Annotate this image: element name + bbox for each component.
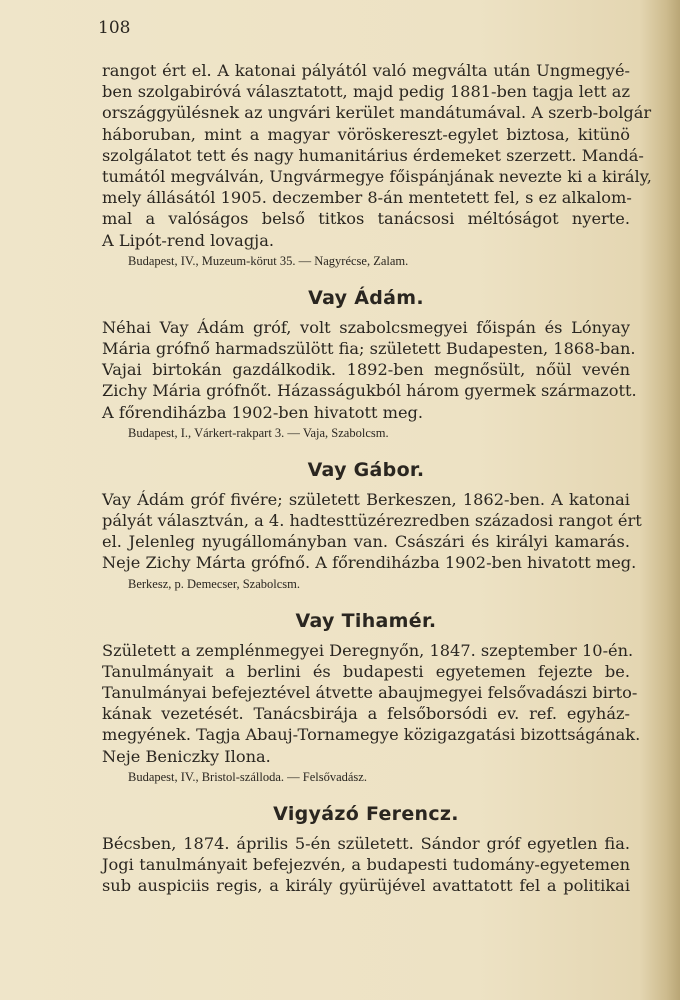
- text-line: mal a valóságos belső titkos tanácsosi méltóságot nyerte.: [102, 209, 630, 229]
- entry-vay-gabor: [102, 458, 642, 592]
- text-line: háboruban, mint a magyar vöröskereszt-egylet biztosa, kitünö: [102, 124, 630, 144]
- page-number: 108: [98, 18, 131, 38]
- text-line: Jogi tanulmányait befejezvén, a budapesti tudomány-egyetemen: [102, 855, 630, 875]
- text-line: Bécsben, 1874. április 5-én született. Sándor gróf egyetlen fia.: [102, 833, 630, 853]
- text-line: Neje Beniczky Ilona.: [102, 746, 271, 766]
- entry-paragraph: [102, 640, 641, 767]
- text-line: Tanulmányai befejeztével átvette abaujmegyei felsővadászi birto-: [102, 683, 638, 703]
- text-line: Született a zemplénmegyei Deregnyőn, 1847. szeptember 10-én.: [102, 640, 634, 660]
- entry-paragraph: [102, 489, 642, 574]
- entry-title: Vay Gábor.: [307, 458, 425, 481]
- text-line: tumától megválván, Ungvármegye főispánjának nevezte ki a király,: [102, 167, 652, 187]
- intro-section: [102, 60, 652, 269]
- text-line: A főrendiházba 1902-ben hivatott meg.: [102, 402, 424, 422]
- intro-address: Budapest, IV., Muzeum-körut 35. — Nagyrécse, Zalam.: [128, 253, 409, 268]
- text-line: kának vezetését. Tanácsbirája a felsőborsódi ev. ref. egyház-: [102, 704, 630, 724]
- text-line: Mária grófnő harmadszülött fia; született Budapesten, 1868-ban.: [102, 339, 636, 359]
- text-line: Tanulmányait a berlini és budapesti egyetemen fejezte be.: [102, 661, 630, 681]
- text-line: Zichy Mária grófnőt. Házasságukból három gyermek származott.: [102, 381, 637, 401]
- text-line: országgyülésnek az ungvári kerület mandátumával. A szerb-bolgár: [102, 103, 652, 123]
- intro-paragraph: [102, 60, 652, 251]
- text-line: sub auspiciis regis, a király gyürüjével avattatott fel a politikai: [102, 876, 630, 896]
- page-content: [102, 60, 652, 896]
- text-line: Neje Zichy Márta grófnő. A főrendiházba 1902-ben hivatott meg.: [102, 553, 637, 573]
- text-line: pályát választván, a 4. hadtesttüzérezredben századosi rangot ért: [102, 511, 642, 531]
- entry-vay-adam: [102, 286, 637, 441]
- text-line: Vay Ádám gróf fivére; született Berkeszen, 1862-ben. A katonai: [102, 489, 630, 509]
- text-line: mely állásától 1905. deczember 8-án mentetett fel, s ez alkalom-: [102, 188, 632, 208]
- entry-vigyazo-ferencz: [102, 803, 630, 897]
- entry-paragraph: [102, 833, 630, 897]
- text-line: el. Jelenleg nyugállományban van. Császári és királyi kamarás.: [102, 532, 630, 552]
- text-line: megyének. Tagja Abauj-Tornamegye közigazgatási bizottságának.: [102, 725, 641, 745]
- text-line: Vajai birtokán gazdálkodik. 1892-ben megnősült, nőül vevén: [102, 360, 630, 380]
- text-line: rangot ért el. A katonai pályától való megválta után Ungmegyé-: [102, 61, 630, 80]
- entry-title: Vigyázó Ferencz.: [273, 802, 459, 825]
- entry-title: Vay Ádám.: [308, 286, 424, 309]
- text-line: szolgálatot tett és nagy humanitárius érdemeket szerzett. Mandá-: [102, 145, 644, 165]
- text-line: A Lipót-rend lovagja.: [102, 230, 274, 250]
- entry-title: Vay Tihamér.: [295, 609, 437, 632]
- entry-paragraph: [102, 317, 637, 423]
- entry-address: Berkesz, p. Demecser, Szabolcsm.: [128, 576, 301, 591]
- entry-address: Budapest, IV., Bristol-szálloda. — Felsővadász.: [128, 769, 367, 784]
- entry-vay-tihamer: [102, 609, 641, 785]
- text-line: Néhai Vay Ádám gróf, volt szabolcsmegyei főispán és Lónyay: [102, 317, 630, 337]
- entry-address: Budapest, I., Várkert-rakpart 3. — Vaja, Szabolcsm.: [128, 425, 389, 440]
- text-line: ben szolgabiróvá választatott, majd pedig 1881-ben tagja lett az: [102, 82, 630, 102]
